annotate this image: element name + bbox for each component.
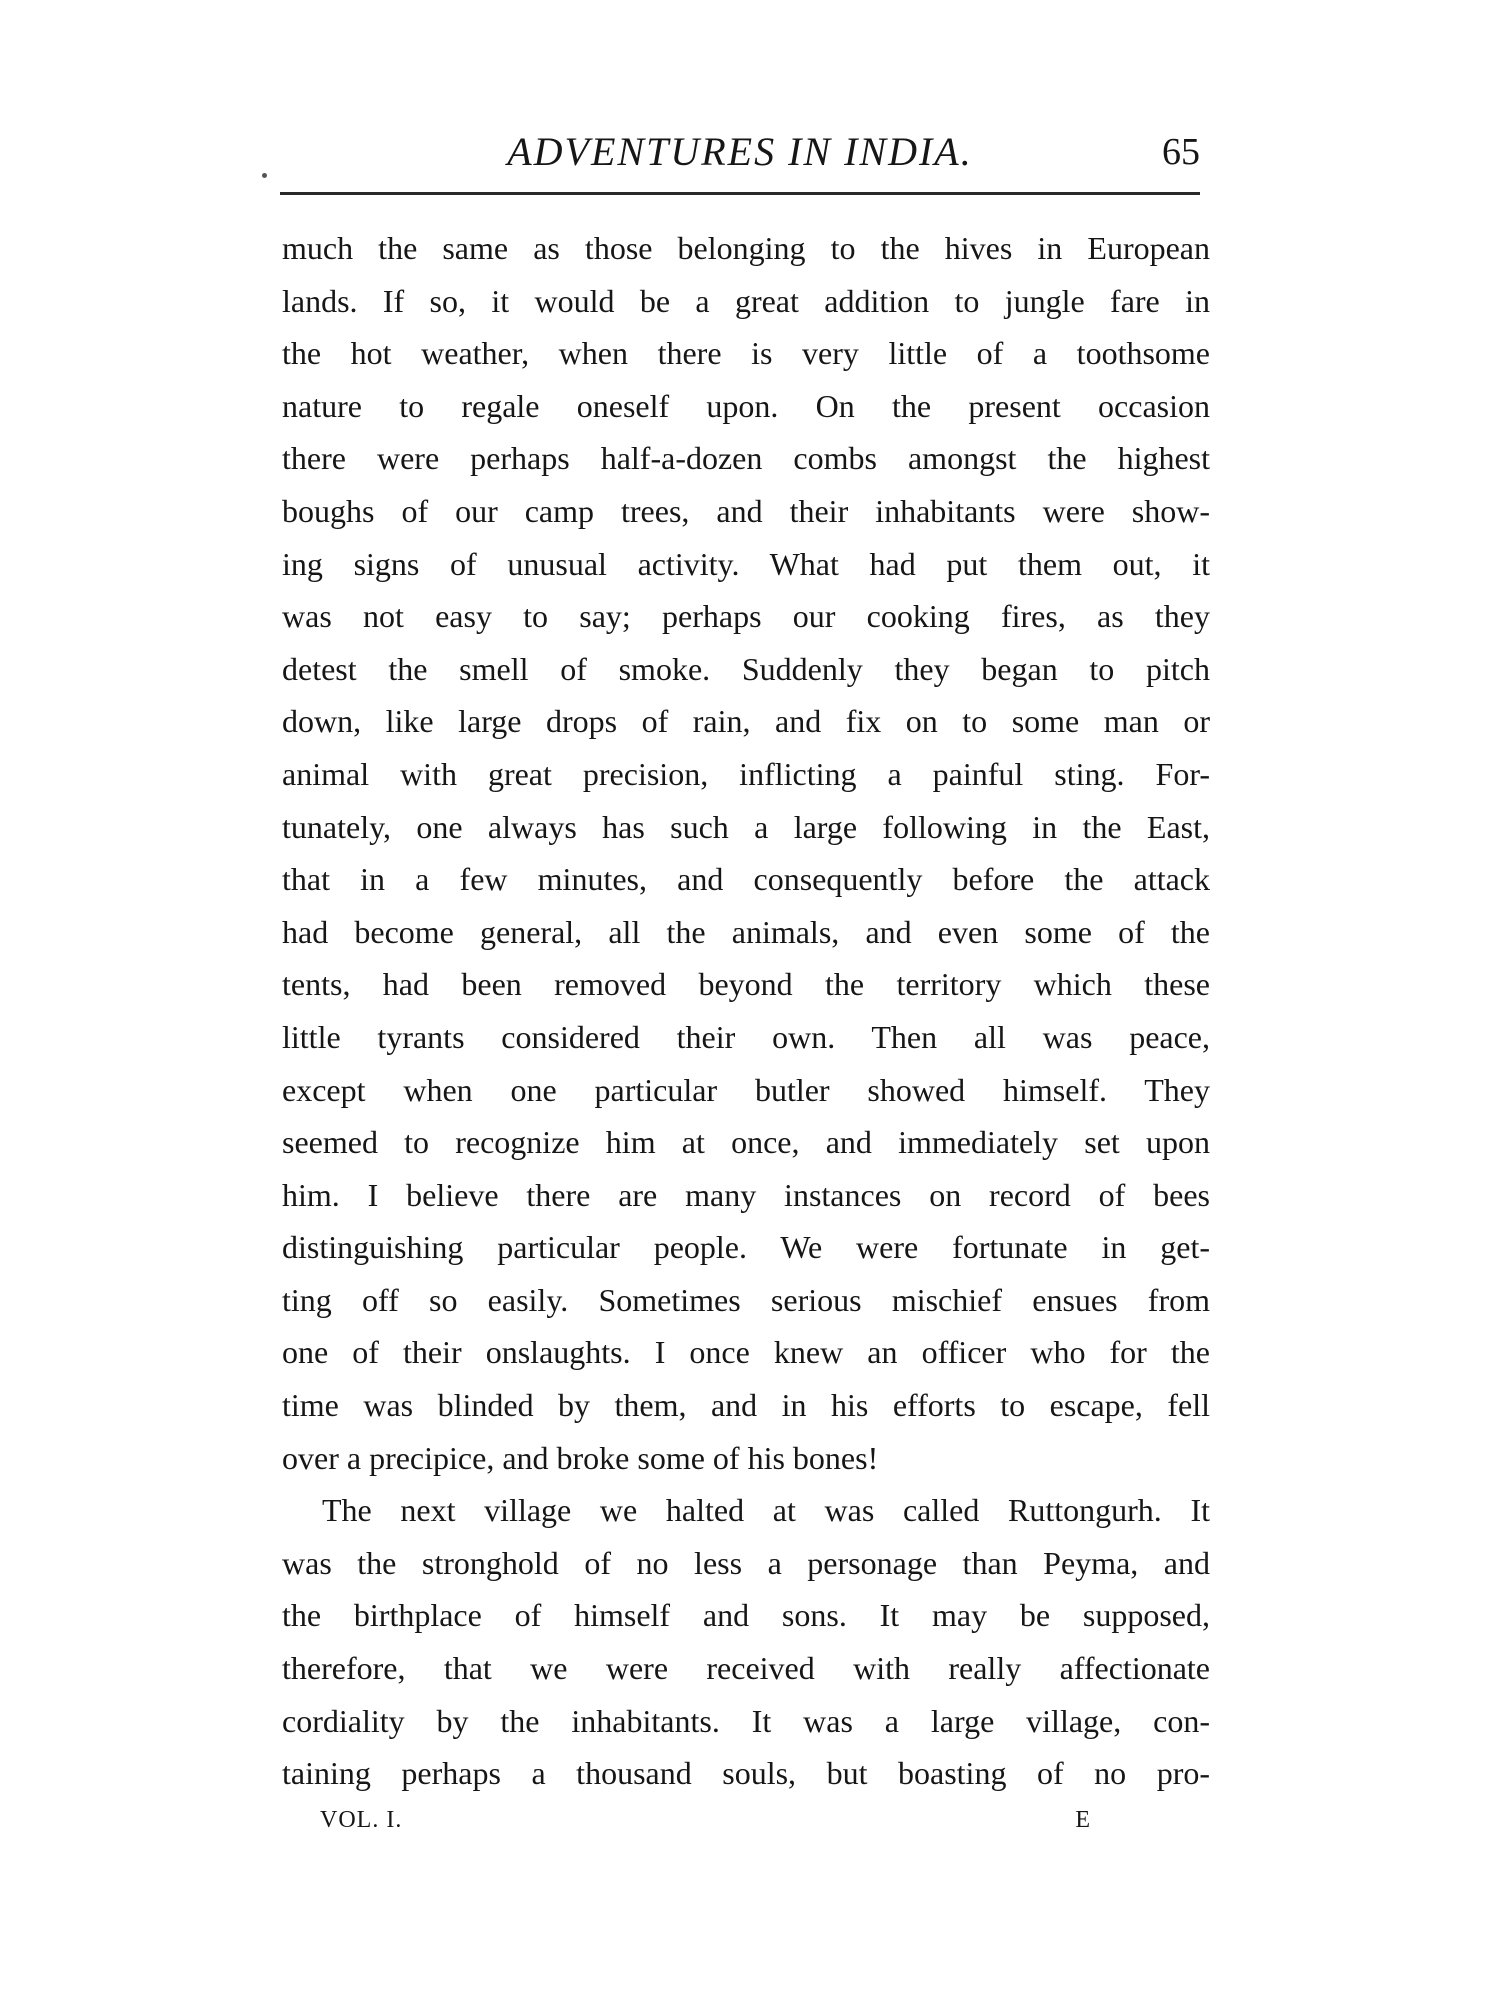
- text-line: lands. If so, it would be a great addition to jungle fare in: [282, 282, 1210, 319]
- text-line: tents, had been removed beyond the territory which these: [282, 966, 1210, 1003]
- text-line: detest the smell of smoke. Suddenly they began to pitch: [282, 650, 1210, 687]
- text-line: taining perhaps a thousand souls, but boasting of no pro-: [282, 1755, 1210, 1792]
- text-line: was not easy to say; perhaps our cooking fires, as they: [282, 598, 1210, 635]
- volume-mark: VOL. I.: [320, 1807, 403, 1833]
- text-line: time was blinded by them, and in his efforts to escape, fell: [282, 1387, 1210, 1424]
- text-line: The next village we halted at was called Ruttongurh. It: [322, 1492, 1210, 1529]
- signature-line: [320, 1800, 1090, 1840]
- paragraph-2: [282, 1484, 1210, 1800]
- print-speck: [262, 173, 267, 178]
- signature-mark: E: [1075, 1807, 1090, 1833]
- text-line: was the stronghold of no less a personage than Peyma, and: [282, 1544, 1210, 1581]
- text-line: little tyrants considered their own. Then all was peace,: [282, 1018, 1210, 1055]
- page-number: 65: [1162, 131, 1200, 173]
- text-line: therefore, that we were received with really affectionate: [282, 1650, 1210, 1687]
- paragraph-1: [282, 222, 1210, 1484]
- text-line: nature to regale oneself upon. On the present occasion: [282, 387, 1210, 424]
- text-line: boughs of our camp trees, and their inhabitants were show-: [282, 492, 1210, 529]
- text-line: had become general, all the animals, and even some of the: [282, 913, 1210, 950]
- text-line: him. I believe there are many instances on record of bees: [282, 1176, 1210, 1213]
- body-text: [282, 222, 1210, 1800]
- text-line: there were perhaps half-a-dozen combs amongst the highest: [282, 440, 1210, 477]
- text-line: over a precipice, and broke some of his bones!: [282, 1439, 879, 1476]
- text-line: the birthplace of himself and sons. It may be supposed,: [282, 1597, 1210, 1634]
- header-rule: [280, 192, 1200, 195]
- text-line: except when one particular butler showed himself. They: [282, 1071, 1210, 1108]
- text-line: one of their onslaughts. I once knew an officer who for the: [282, 1334, 1210, 1371]
- text-line: ing signs of unusual activity. What had put them out, it: [282, 545, 1210, 582]
- text-line: ting off so easily. Sometimes serious mischief ensues from: [282, 1281, 1210, 1318]
- text-line: cordiality by the inhabitants. It was a large village, con-: [282, 1702, 1210, 1739]
- text-line: much the same as those belonging to the hives in European: [282, 230, 1210, 266]
- text-line: seemed to recognize him at once, and immediately set upon: [282, 1124, 1210, 1161]
- text-line: down, like large drops of rain, and fix on to some man or: [282, 703, 1210, 740]
- text-line: that in a few minutes, and consequently before the attack: [282, 861, 1210, 898]
- text-line: the hot weather, when there is very little of a toothsome: [282, 335, 1210, 372]
- text-line: distinguishing particular people. We were fortunate in get-: [282, 1229, 1210, 1266]
- running-head: [280, 120, 1200, 184]
- text-line: tunately, one always has such a large following in the East,: [282, 808, 1210, 845]
- text-line: animal with great precision, inflicting a painful sting. For-: [282, 755, 1210, 792]
- running-title: ADVENTURES IN INDIA.: [507, 129, 973, 174]
